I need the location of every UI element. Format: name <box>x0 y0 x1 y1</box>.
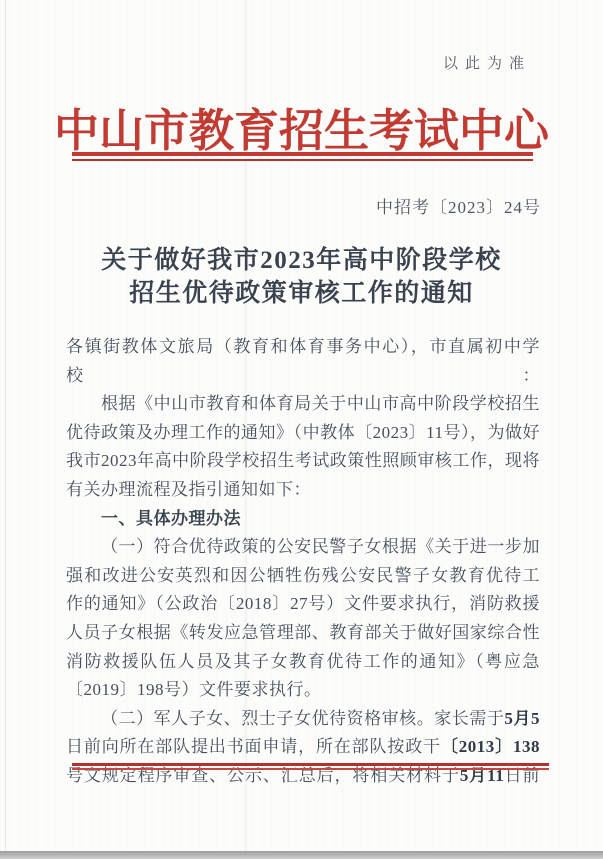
body-line: 我市2023年高中阶段学校招生考试政策性照顾审核工作，现将 <box>66 451 540 471</box>
section-heading: 一、具体办理办法 <box>101 508 241 528</box>
doc-ref-emphasis: 〔2013〕138 <box>440 737 541 757</box>
date-emphasis: 5月5 <box>504 708 541 728</box>
document-body <box>66 333 540 791</box>
body-text-segment: 日前向所在部队提出书面申请，所在部队按政干 <box>66 737 441 757</box>
document-title-line-2: 招生优待政策审核工作的通知 <box>129 280 474 307</box>
approval-note: 以此为准 <box>442 56 531 72</box>
body-line: 强和改进公安英烈和因公牺牲伤残公安民警子女教育优待工 <box>66 565 540 585</box>
scan-bottom-edge <box>0 851 603 859</box>
salutation-line: 各镇街教体文旅局（教育和体育事务中心），市直属初中学校： <box>66 337 540 385</box>
body-line: 作的通知》（公政治〔2018〕27号）文件要求执行，消防救援 <box>66 594 540 614</box>
body-text-segment: 号文规定程序审查、公示、汇总后，将相关材料于 <box>66 765 460 785</box>
document-title <box>0 244 603 310</box>
body-line: （一）符合优待政策的公安民警子女根据《关于进一步加 <box>101 537 540 557</box>
agency-masthead-title: 中山市教育招生考试中心 <box>53 106 549 156</box>
body-line: 消防救援队伍人员及其子女教育优待工作的通知》（粤应急 <box>66 651 540 671</box>
document-number: 中招考〔2023〕24号 <box>376 198 541 217</box>
body-line: 根据《中山市教育和体育局关于中山市高中阶段学校招生 <box>101 394 540 414</box>
body-line: 优待政策及办理工作的通知》（中教体〔2023〕11号），为做好 <box>66 422 540 442</box>
body-line: 有关办理流程及指引通知如下： <box>66 479 311 499</box>
masthead-double-rule <box>72 152 533 161</box>
date-emphasis: 5月11 <box>459 765 505 785</box>
document-title-line-1: 关于做好我市2023年高中阶段学校 <box>101 247 502 274</box>
body-line: 〔2019〕198号）文件要求执行。 <box>66 680 322 700</box>
body-text-segment: 日前 <box>504 765 541 785</box>
body-line <box>66 705 540 734</box>
body-line <box>66 733 540 762</box>
body-text-segment: （二）军人子女、烈士子女优待资格审核。家长需于 <box>101 708 505 728</box>
footer-double-rule <box>72 763 549 770</box>
body-line: 人员子女根据《转发应急管理部、教育部关于做好国家综合性 <box>66 622 540 642</box>
